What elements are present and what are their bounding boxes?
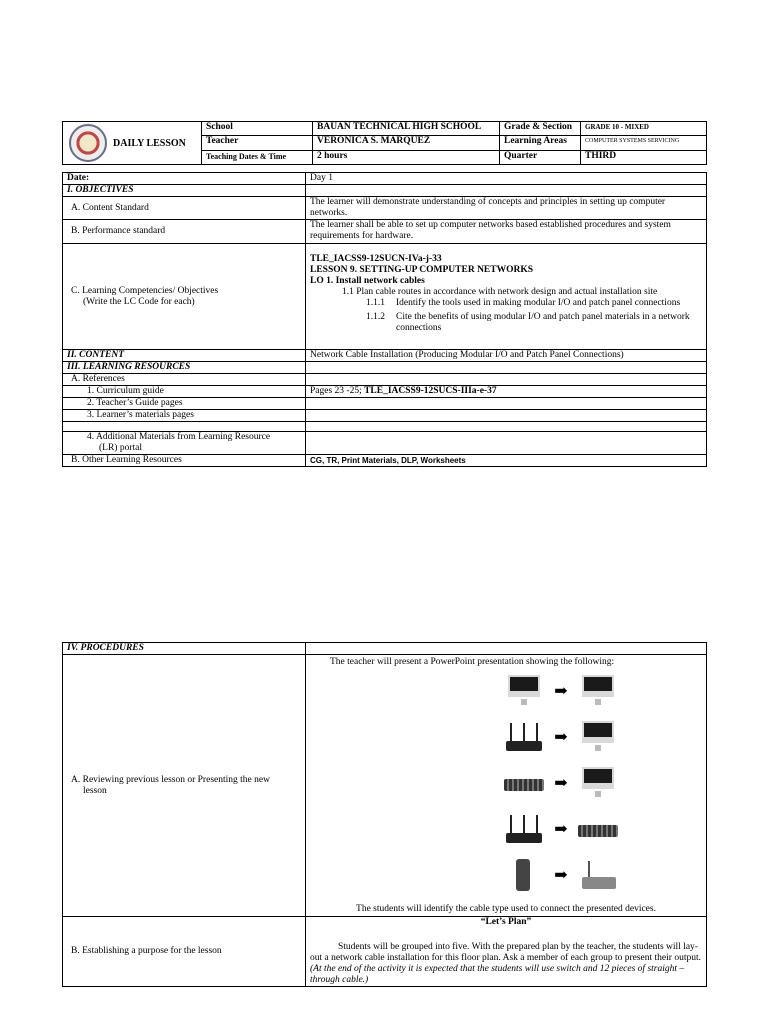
wireless-router-icon bbox=[504, 813, 544, 845]
content-standard-label: A. Content Standard bbox=[63, 197, 306, 220]
competency-1-1-2-num: 1.1.2 bbox=[366, 312, 385, 322]
modem-icon bbox=[504, 859, 544, 891]
curriculum-guide-value bbox=[306, 386, 707, 398]
quarter-value: THIRD bbox=[581, 150, 707, 164]
competency-1-1-1 bbox=[310, 298, 702, 309]
deped-seal-icon bbox=[69, 124, 107, 162]
wireless-router-icon bbox=[504, 721, 544, 753]
learning-area-value: COMPUTER SYSTEMS SERVICING bbox=[581, 136, 707, 150]
other-resources-value: CG, TR, Print Materials, DLP, Worksheets bbox=[306, 455, 707, 467]
dates-value: 2 hours bbox=[313, 150, 500, 164]
references-label: A. References bbox=[63, 374, 306, 386]
arrow-right-icon: ➡ bbox=[554, 866, 568, 884]
procedures-table bbox=[62, 642, 707, 987]
dates-label: Teaching Dates & Time bbox=[202, 150, 313, 164]
learning-outcome: LO 1. Install network cables bbox=[310, 276, 425, 286]
competency-1-1-2 bbox=[310, 312, 702, 334]
other-resources-label: B. Other Learning Resources bbox=[63, 455, 306, 467]
competencies-label-line2: (Write the LC Code for each) bbox=[83, 296, 195, 307]
logo-cell bbox=[63, 122, 202, 165]
header-table bbox=[62, 121, 707, 165]
teacher-value: VERONICA S. MARQUEZ bbox=[313, 136, 500, 150]
access-point-icon bbox=[578, 859, 618, 891]
content-standard-value: The learner will demonstrate understanding of concepts and principles in setting up computer networks. bbox=[306, 197, 707, 220]
competency-1-1: 1.1 Plan cable routes in accordance with network design and actual installation site bbox=[342, 287, 658, 297]
additional-materials-label bbox=[63, 432, 306, 455]
review-intro: The teacher will present a PowerPoint presentation showing the following: bbox=[330, 657, 615, 667]
purpose-note: (At the end of the activity it is expected that the students will use switch and 12 pieces of straight – through cable.) bbox=[310, 964, 685, 985]
review-label-line2: lesson bbox=[83, 785, 107, 796]
device-row-3 bbox=[420, 760, 702, 806]
competency-1-1-1-text: Identify the tools used in making modular I/O and patch panel connections bbox=[396, 298, 681, 308]
additional-materials-line2: (LR) portal bbox=[99, 443, 143, 453]
desktop-computer-icon bbox=[504, 675, 544, 707]
curriculum-code: TLE_IACSS9-12SUCS-IIIa-e-37 bbox=[364, 386, 497, 396]
purpose-label: B. Establishing a purpose for the lesson bbox=[63, 917, 306, 987]
review-lesson-label bbox=[63, 655, 306, 917]
device-diagram bbox=[310, 668, 702, 898]
content-value: Network Cable Installation (Producing Modular I/O and Patch Panel Connections) bbox=[306, 350, 707, 362]
school-label: School bbox=[202, 122, 313, 136]
device-row-1 bbox=[420, 668, 702, 714]
date-label: Date: bbox=[63, 173, 306, 185]
arrow-right-icon: ➡ bbox=[554, 820, 568, 838]
purpose-value bbox=[306, 917, 707, 987]
competencies-value bbox=[306, 244, 707, 350]
performance-standard-value: The learner shall be able to set up computer networks based established procedures and system requirements for hardware. bbox=[306, 220, 707, 244]
learning-resources-heading: III. LEARNING RESOURCES bbox=[63, 362, 306, 374]
teacher-label: Teacher bbox=[202, 136, 313, 150]
purpose-body-text: Students will be grouped into five. With the prepared plan by the teacher, the students will lay-out a network cable installation for this floor plan. Ask a member of each group to present their output. bbox=[310, 942, 701, 963]
objectives-heading: I. OBJECTIVES bbox=[63, 185, 306, 197]
quarter-label: Quarter bbox=[500, 150, 581, 164]
desktop-computer-icon bbox=[578, 721, 618, 753]
curriculum-pages: Pages 23 -25; bbox=[310, 386, 362, 396]
procedures-heading: IV. PROCEDURES bbox=[63, 643, 306, 655]
lesson-title: LESSON 9. SETTING-UP COMPUTER NETWORKS bbox=[310, 265, 534, 275]
competencies-label bbox=[63, 244, 306, 350]
learning-area-label: Learning Areas bbox=[500, 136, 581, 150]
performance-standard-label: B. Performance standard bbox=[63, 220, 306, 244]
arrow-right-icon: ➡ bbox=[554, 728, 568, 746]
competency-1-1-2-text: Cite the benefits of using modular I/O and patch panel materials in a network connections bbox=[396, 312, 690, 333]
content-heading: II. CONTENT bbox=[63, 350, 306, 362]
teachers-guide-label: 2. Teacher’s Guide pages bbox=[63, 398, 306, 410]
additional-materials-line1: 4. Additional Materials from Learning Resource bbox=[87, 432, 271, 442]
desktop-computer-icon bbox=[578, 767, 618, 799]
device-row-4 bbox=[420, 806, 702, 852]
competency-1-1-1-num: 1.1.1 bbox=[366, 298, 385, 308]
competency-code: TLE_IACSS9-12SUCN-IVa-j-33 bbox=[310, 254, 442, 264]
date-value: Day 1 bbox=[306, 173, 707, 185]
lesson-table bbox=[62, 172, 707, 467]
learners-materials-label: 3. Learner’s materials pages bbox=[63, 410, 306, 422]
device-row-5 bbox=[420, 852, 702, 898]
grade-label: Grade & Section bbox=[500, 122, 581, 136]
review-label-line1: A. Reviewing previous lesson or Presenting the new bbox=[71, 774, 270, 785]
school-value: BAUAN TECHNICAL HIGH SCHOOL bbox=[313, 122, 500, 136]
arrow-right-icon: ➡ bbox=[554, 774, 568, 792]
desktop-computer-icon bbox=[578, 675, 618, 707]
grade-value: GRADE 10 - MIXED bbox=[581, 122, 707, 136]
daily-lesson-title: DAILY LESSON bbox=[113, 137, 186, 149]
review-outro: The students will identify the cable type used to connect the presented devices. bbox=[356, 904, 656, 914]
network-switch-icon bbox=[578, 813, 618, 845]
arrow-right-icon: ➡ bbox=[554, 682, 568, 700]
curriculum-guide-label: 1. Curriculum guide bbox=[63, 386, 306, 398]
device-row-2 bbox=[420, 714, 702, 760]
review-lesson-value bbox=[306, 655, 707, 917]
network-switch-icon bbox=[504, 767, 544, 799]
purpose-body bbox=[310, 942, 702, 986]
purpose-title: “Let’s Plan” bbox=[480, 917, 532, 927]
competencies-label-line1: C. Learning Competencies/ Objectives bbox=[71, 285, 219, 296]
